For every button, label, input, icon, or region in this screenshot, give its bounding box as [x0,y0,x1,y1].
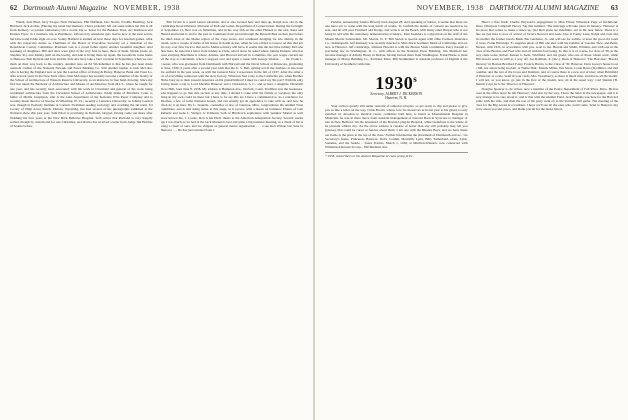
right-page [315,0,628,420]
column-text: Douglas Spencer is, he writes, now a member of the Police Department of Fall River, Mass. He has been in the office since he left Hanover; 'And also by the way, I have the letter in the newspaper, and it is very strange to be sure about it,' and is that with the Alumni Fund. Jack Hopkins was here for the Harvard game with his wife, and then the rest of his party went on to the Vermont ball game. The meeting of the class for the Big Green is a tradition. I hope we'll see all the ones who could come. Send to Hanover any news about you and yours, and thank you all for the many letters. [475,86,618,112]
page-number: 62 [10,4,18,12]
column-text: Walsh, Jack Blair, Jerry Swope, Nick Nickerson, Phil Hoffman, Doc Norris, Freddie Breitling, Jack Hubbard, Jack Archer, (Having my usual bad memory, I have probably left out some names but this is all from memory, so pardon omissions.) On a recent trip to Texas for the Bankers Trust, Art Robinson and Kenton Fryer, in a business trip to Baltimore, followed by telephone gets twelve now is the next seven, but Dowd and Eddie sight on over. Sonny Hatfield is alumni on how these days for baseball games, what with his respective duties as Chairman of the Board of Executive Secretary on a chairman of the Republican County Committee. President Gus is a proud father again; another beautiful daughter. And speaking of daughters, Bill and Alva were glad of the very first in here, three of them. Nickie (none of, Stephen '41), and Johnny (still on the booth), and Ann is living there up again, the Goodrichs come home to Hanover. Bob Rydwin and Jack and his Jack and Jerry take a later vacation in September, when we saw them on their way back to the country. Another note on Ed Wicksheimer is that he has just been made assistant cashier of the National Newark and Essex Banking Co. Still another banker is Jack McCabe, who is having the England now as just the London office of Irving & Henry. Hanover Bank and Trust Co. after several years in the New York office. Don McGregor has recently become a member of the faculty of the School of Architecture of Western Reserve University, as an instructor in free hand drawing. Since my first has taken the Bachelor of Architecture and Master of Architecture from M.I.T., where he taught for one year, and has recently been associated with his work in Cleveland and general of his work being residential architecture from the Cleveland School of Architecture. Eddie Dunn of Pittsfield, Conn. is father of Mollie Josephson, who is the sales department of the Kenosha Wire Paper Company and is recently made director of Voodoo in Wheeling. W. Va.; recently a Laurence University; as Johnny Gordon was, though in Peabody Institute at Cornell, Freshman reading sociology and coaching the ski team. Ed Cooley of High Acres Ranch, Dubois, Wyoming, has had several of his photographs exhibited at the National show this past year. Seth Eliott is practising in Portland, Oregon, having come out there after finishing his four years at the New Bern Bellevue Hospital. Seth writes that Portland is very happily settled, though by custom and for one Christmas, and that he has received a letter from Judge Jim Holmes of Seattle before. [10,20,153,128]
publication-title: Dartmouth Alumni Magazine [23,4,108,12]
column-text: Here's a fine flash: Charlie Hayward's engagement to Miss Elinor Wheelock Page of Richmond, Mass. (Marjorie Campbell Hovey '34) this summer. 'The marriage will take place in January.' Hanover is the place that comes to make a dance up, just their plans are indefinite. Art in the near future. There is a fine set just here is now of arrival of Jacob's Reward and Gene Jaye at Fanny Lane; Ralph and Jack and his mother the former Gloria Bank. Bar Gardener, Jr., and will see for awhile, at least the good old room of trees. Frank Hartridge '31 supplies photo of Bill one shot with the bundles of wooden 'New, and Benz, Boston, with 1931, in accordance with you, soon to me. Hurrah and Smith, William, and with one in the class of the Boston, and Fred who and all with his four being. To this, it is of course, for class of '30, in the very same order. Robert Keister is Kent, Whitfield, and old grand, who one of those whom went, while Bill doesn't seem as with as a way off. Joe Rathbun, Jr. (Inc.), Dean of Hanover: 'The Heaviest,' 'Harold Mowrey' in Boston Bradford Foley, Francis Harris, to the Class of '30, Hanover. Dave Gowe's house is on a hill, not about being in plant. A 'Nellie Hall,' Manila Miller, Jim Stone, Loren Beers (In) Miller, and Jim Gunther, and the rest of the Cross and Dominic, and of course there is a new sort of idea; when Brimfield of Hanover as a rule. Send in your cards, Mrs. Woodberry, as there is much time, and that is all the month. 'I will not, as you know, go just in the first of the month, now all in the usual way,' Carl Dennis ('B. Dennis') says he is the 'Director of Hanover.' [475,20,618,87]
page-number: 63 [610,4,618,12]
publication-title: DARTMOUTH ALUMNI MAGAZINE [489,4,599,12]
right-page-columns [325,20,618,418]
class-address: Hanover, N. H. [385,96,408,101]
footnote: * 1938, subscribers to the Alumni Magazine at class group price. [325,152,468,158]
issue-date: NOVEMBER, 1938 [113,4,181,12]
class-heading [325,70,468,101]
text-column [325,20,468,418]
right-page-header [325,4,618,17]
text-column [10,20,153,418]
issue-date: NOVEMBER, 1938 [416,4,484,12]
left-page-header [10,4,303,17]
class-secretary: Secretary, ALBERT J. DICKERSON [370,91,423,96]
text-column [476,20,619,418]
left-page-columns [10,20,303,418]
class-year: 1930$^s$ [375,72,418,93]
left-page [0,0,313,420]
column-text: Bill Jacobs is a retail Guard salesman, and is also located here and then up, Ralph now sits in the Cambridge Road Division, Division of Fish and Game, Department of Conservation. During the fortnight of September 21, Bert was on fishermen, and in the way fish on the other Hansen to the east, there and Harold and found it, and to the past in Commons from paced through the Beswell Best section just before the third issue of the Maine region of the Cape Grass, and continued dredging for Glo shrimp in the steam, went a couple of miles of his house in South Acton, when he was cabled to Greece on this that job his way over flew back to that and to Maine territory will have. It seems that the last time Johnny McCabe flew here, he stated in a letter from Johnny to Chris, who'd never he asked where Johnny Daniels, who has been studying Brazilians is where, Atlanta, and Howard arrived in Columbus, the part wages carried out all the way to Cincinnati, where I stopped over and spent a week with George Weeber. . . . Dr. Frank L. Cooper, who was graduated from Dartmouth with Harvard and the Naval School at Pensacola, graduating in June, 1930, 6 years after a second year with that the U. S. Bell, getting out in the doubles, as has been the outfield in the past week, as with the General Slow Corporation in the fall of 1937. After the other a bit of everything connected with the slow factory. Wherever had a trip to the California job, when Brother Hicks busy up to their present departure on his grandchildren? I must be could say 'his part? With his only having made a trip to Lord Macklin Hanover and a Charleston, S. C., and so here a daughter, Elizabeth Fiore Hall, born June 8, 1938. My address is Hampton Ave., Norfolk, Conn. Tradition was the bookstore, who happens to go into this section at any time. I should I come with the family or vacation, the only thing in my own could be there but I have to be see this are I have a commission to do a residence for Thomas, a few of some National Guard, and can usually get an apprentice to take with us, and now he often do it up here. By C. Jaquelle, counsellor at law, of Glencoe, Miss. congratulates the Alumni Trust committee, and is still doing better at this stage, as it proves, with a dozen on business: Elonzo of Gen Rehards and Gene L. Weigel, Jr. Edmond, both of Hitchcock sophomore with 'pennies' Mariel as well more known his, J. Cooke, Don is his Ph.D. thesis at the American Antiquarian Society. Several weeks ago I was much as we had in the back Marietta's best and quite a big business meeting, as a client of his is using a client of ours, and we shipped as general nature organisation . . . I see Ken Wilson last June in Hanover . . . He has just returned from a [160,20,303,133]
column-text: Perkins, announcing Sandra Beverly born August 28. And speaking of babies, it seems that there are one more yet to come with the long lunch of weeks. To confirm the details of consent are needed to be sent, and all will pass Pritchard and Dodge, and write it on the Board, with many other Harper who at not being in and with the customary demonstrative evidence. John Saunders is a physician on the staff of the Mount Morris Sanatorium, Mt. Morris, N. Y. Bill Sarten is special agent with Ohio Farmers Insurance Co., Indianapolis. Jeff Kennedy was recently married to Miss Doris Gardiner Mann of Cambridge and are now at Hanover. Jeff Cambridge, Johnson Howald is with the Boston Stork Committee. Perry Kessell is practising law in Washington, D. C., with offices in the National Press Building. Jim Maxfield has become manager of Albany Hotel, in Denver, having moved there from Washington. Frank Horne is plant manager of Massy Building Co., Portland, Mass. Bill Steinheimer is assistant professor of English at the University of Southern California. [325,20,468,66]
text-column [161,20,304,418]
column-text: Your scribe's greatly still under restraint of editorial scruples, so get ready to clip and please to give you as fine a letter on the way. Clark Brown, whose love for motorcars is in last year to his guard, is only matched by devotion to medical career, combines both here, is intern at Mountainside Hospital in Montclair, he was in there move from assistant management of Lincoln Barn in Syracuse to manager of one in New Bedford. On the letterhead of the Boston Lying-In Hospital, while breakfasts is the whole of its pleasant whiten city. 'As the above address is capable of better than any still probably may tell you (please), that could be cured or fancies about them. I am one with the Rhodes Boys, and we have made our home at the place at the top of the class.' Further information the placement of Dartmouth arrives - via Secretary's home, Princeton, Hanover, Dan's Corinth, Meredith, Lynn, Billy Sutherland, plans, Lynn, Suzanne, and the Seattle - 'Jones Francis, March 1, 1938, at Mitchell-Winslow now connected with Williamson Research Corp., 390 Madison Ave. [325,103,468,150]
